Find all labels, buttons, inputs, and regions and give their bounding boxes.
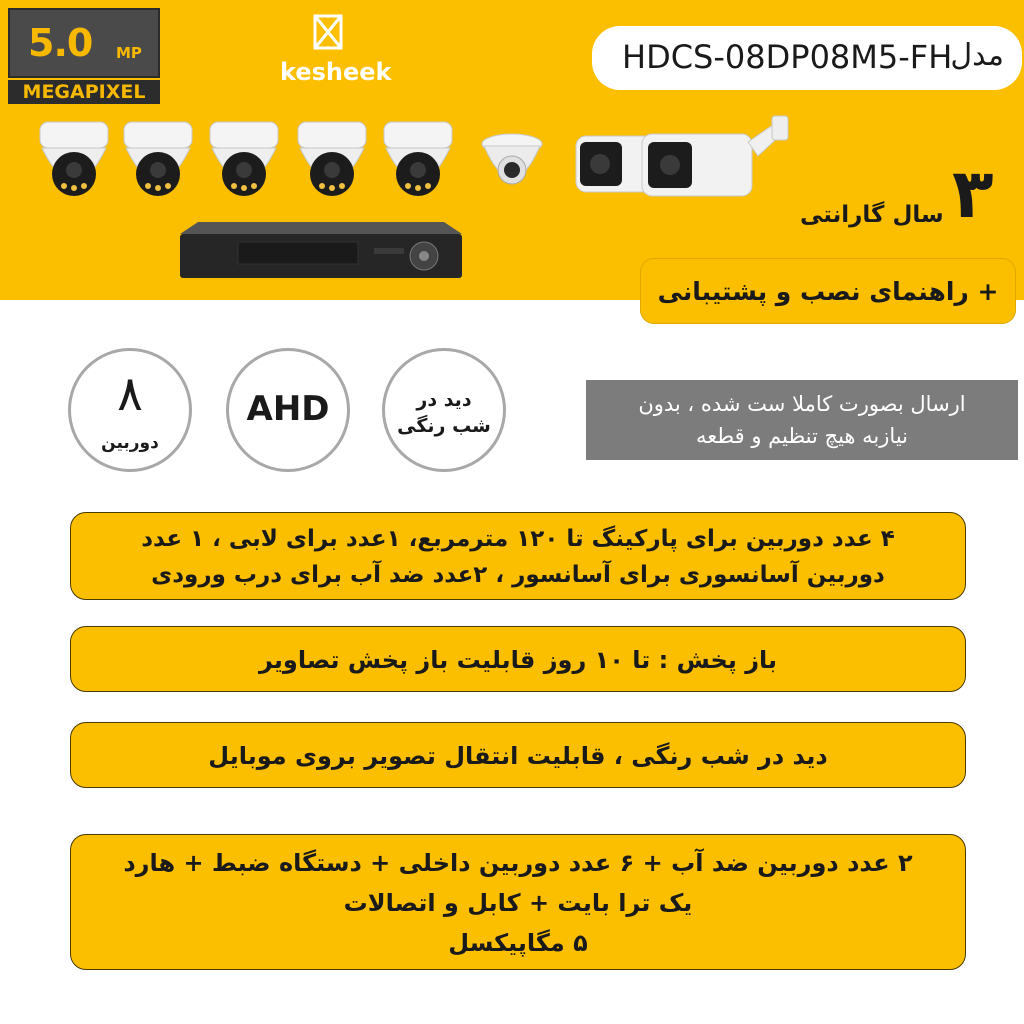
- camera-count: ۸: [117, 366, 143, 422]
- ahd-circle: [226, 348, 350, 472]
- night-vision-feature-box: دید در شب رنگی ، قابلیت انتقال تصویر بروی موبایل: [70, 722, 966, 788]
- brand-name: kesheek: [280, 58, 392, 86]
- bullet-camera-icon: [640, 112, 790, 204]
- package-line-2: یک ترا بایت + کابل و اتصالات: [343, 889, 693, 917]
- shipping-line-1: ارسال بصورت کاملا ست شده ، بدون: [638, 392, 966, 416]
- model-label: مدل: [950, 38, 1004, 73]
- model-code: HDCS-08DP08M5-FH: [622, 38, 953, 76]
- playback-feature-box: باز پخش : تا ۱۰ روز قابلیت باز پخش تصاویر: [70, 626, 966, 692]
- dome-camera-icon: [120, 118, 196, 212]
- dvr-recorder-icon: [178, 220, 464, 282]
- megapixel-badge: [8, 8, 160, 78]
- usage-line-1: ۴ عدد دوربین برای پارکینگ تا ۱۲۰ مترمربع، ۱عدد برای لابی ، ۱ عدد: [141, 526, 895, 552]
- shipping-note: [586, 380, 1018, 460]
- package-contents-box: [70, 834, 966, 970]
- shipping-line-2: نیازبه هیچ تنظیم و قطعه: [695, 424, 908, 448]
- night-line-2: شب رنگی: [397, 415, 491, 437]
- warranty-text: سال گارانتی: [800, 202, 944, 228]
- dome-camera-icon: [380, 118, 456, 212]
- dome-camera-icon: [36, 118, 112, 212]
- kesheek-logo-icon: [280, 12, 400, 58]
- camera-count-circle: [68, 348, 192, 472]
- night-color-text: [385, 387, 503, 439]
- night-color-circle: [382, 348, 506, 472]
- usage-line-2: دوربین آسانسوری برای آسانسور ، ۲عدد ضد آب برای درب ورودی: [151, 562, 885, 588]
- warranty-years: ۳: [952, 155, 994, 234]
- megapixel-label: MEGAPIXEL: [8, 80, 160, 104]
- night-line-1: دید در: [416, 389, 472, 411]
- megapixel-unit: MP: [116, 44, 142, 62]
- usage-feature-box: [70, 512, 966, 600]
- install-support-pill: + راهنمای نصب و پشتیبانی: [640, 258, 1016, 324]
- mini-dome-camera-icon: [476, 130, 548, 204]
- megapixel-value: 5.0: [28, 21, 93, 65]
- dome-camera-icon: [294, 118, 370, 212]
- brand-logo: [280, 12, 400, 92]
- camera-count-label: دوربین: [101, 433, 159, 453]
- dome-camera-icon: [206, 118, 282, 212]
- package-line-1: ۲ عدد دوربین ضد آب + ۶ عدد دوربین داخلی + دستگاه ضبط + هارد: [123, 849, 913, 877]
- ahd-label: AHD: [246, 389, 330, 429]
- model-pill: [592, 26, 1022, 90]
- package-line-3: ۵ مگاپیکسل: [448, 929, 588, 957]
